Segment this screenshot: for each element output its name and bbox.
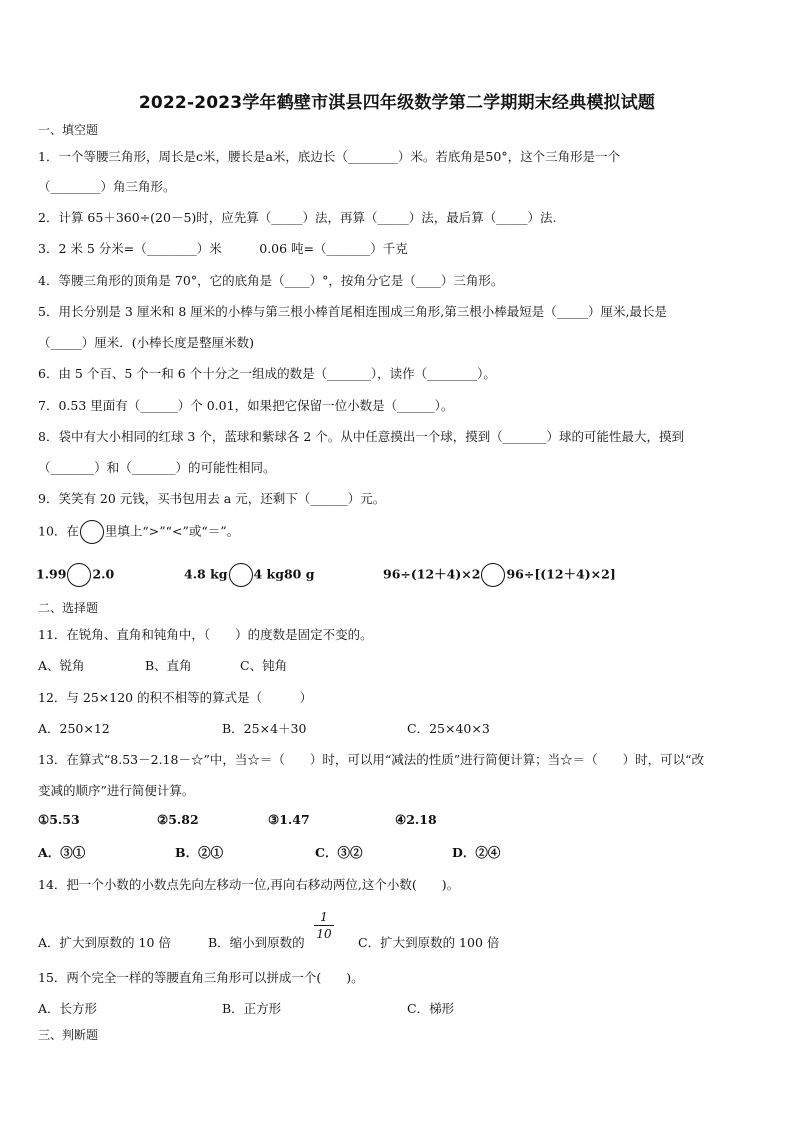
section-heading-judgement: 三、判断题 [38, 1028, 99, 1042]
question-13-number-3: ③1.47 [268, 812, 310, 827]
compare-right-3: 96÷[(12＋4)×2] [506, 566, 616, 582]
question-13-number-2: ②5.82 [157, 812, 199, 827]
question-12-option-b[interactable]: B．25×4＋30 [222, 721, 307, 736]
answer-circle-icon[interactable] [481, 563, 505, 587]
question-13-number-4: ④2.18 [395, 812, 437, 827]
answer-circle-icon[interactable] [229, 563, 253, 587]
question-5-line-2: （_____）厘米．(小棒长度是整厘米数) [38, 335, 255, 350]
question-10-suffix: 里填上“>”“<”或“＝”。 [104, 523, 240, 539]
question-10-comparison-3 [383, 563, 616, 587]
question-13-option-a[interactable]: A．③① [38, 845, 86, 860]
question-6: 6．由 5 个百、5 个一和 6 个十分之一组成的数是（_______），读作（________）。 [38, 366, 496, 381]
compare-right-1: 2.0 [92, 566, 115, 582]
question-12-option-a[interactable]: A．250×12 [38, 721, 110, 736]
question-10-comparison-2 [184, 563, 314, 587]
question-9: 9．笑笑有 20 元钱，买书包用去 a 元，还剩下（______）元。 [38, 491, 386, 506]
question-8-line-2: （_______）和（_______）的可能性相同。 [38, 460, 276, 475]
question-14-option-b[interactable]: B．缩小到原数的 [208, 935, 305, 950]
question-4: 4．等腰三角形的顶角是 70°，它的底角是（____）°，按角分它是（____）三角形。 [38, 273, 504, 288]
answer-circle-icon [80, 520, 104, 544]
question-15-stem: 15．两个完全一样的等腰直角三角形可以拼成一个( )。 [38, 970, 364, 985]
question-10-stem [38, 520, 239, 544]
question-2: 2．计算 65＋360÷(20－5)时，应先算（_____）法，再算（_____）法，最后算（_____）法. [38, 210, 557, 225]
question-13-option-d[interactable]: D．②④ [452, 845, 501, 860]
answer-circle-icon[interactable] [67, 563, 91, 587]
question-14-option-a[interactable]: A．扩大到原数的 10 倍 [38, 935, 171, 950]
question-13-number-1: ①5.53 [38, 812, 80, 827]
question-15-option-a[interactable]: A．长方形 [38, 1001, 98, 1016]
question-7: 7．0.53 里面有（______）个 0.01，如果把它保留一位小数是（______）。 [38, 398, 454, 413]
question-13-option-b[interactable]: B．②① [175, 845, 224, 860]
question-14-option-c[interactable]: C．扩大到原数的 100 倍 [358, 935, 500, 950]
question-13-line-1: 13．在算式“8.53－2.18－☆”中，当☆＝（ ）时，可以用“减法的性质”进行简便计算；当☆＝（ ）时，可以“改 [38, 752, 705, 767]
question-1-line-2: （________）角三角形。 [38, 179, 176, 194]
fraction-one-tenth [314, 910, 334, 941]
compare-left-1: 1.99 [36, 566, 67, 582]
section-heading-fill-blank: 一、填空题 [38, 123, 99, 137]
compare-right-2: 4 kg80 g [253, 566, 315, 582]
question-15-option-b[interactable]: B．正方形 [222, 1001, 282, 1016]
question-10-prefix: 10．在 [38, 523, 79, 539]
fraction-bar [314, 925, 334, 926]
question-15-option-c[interactable]: C．梯形 [407, 1001, 455, 1016]
question-1-line-1: 1．一个等腰三角形，周长是c米，腰长是a米，底边长（________）米。若底角是50°，这个三角形是一个 [38, 149, 621, 164]
question-10-comparison-1 [36, 563, 114, 587]
question-3: 3．2 米 5 分米=（________）米 0.06 吨=（_______）千克 [38, 241, 408, 256]
compare-left-2: 4.8 kg [184, 566, 228, 582]
question-5-line-1: 5．用长分别是 3 厘米和 8 厘米的小棒与第三根小棒首尾相连围成三角形,第三根小棒最短是（_____）厘米,最长是 [38, 304, 667, 319]
question-12-option-c[interactable]: C．25×40×3 [407, 721, 490, 736]
fraction-denominator: 10 [316, 927, 332, 941]
question-12-stem: 12．与 25×120 的积不相等的算式是（ ） [38, 690, 313, 705]
section-heading-choice: 二、选择题 [38, 601, 99, 615]
question-11-option-a[interactable]: A、锐角 [38, 658, 85, 673]
question-11-option-b[interactable]: B、直角 [145, 658, 192, 673]
question-11-stem: 11．在锐角、直角和钝角中，（ ）的度数是固定不变的。 [38, 627, 373, 642]
question-8-line-1: 8．袋中有大小相同的红球 3 个，蓝球和紫球各 2 个。从中任意摸出一个球，摸到（_______）球的可能性最大，摸到 [38, 429, 685, 444]
question-14-stem: 14．把一个小数的小数点先向左移动一位,再向右移动两位,这个小数( )。 [38, 877, 460, 892]
page-title: 2022-2023学年鹤壁市淇县四年级数学第二学期期末经典模拟试题 [138, 93, 656, 113]
compare-left-3: 96÷(12＋4)×2 [383, 566, 481, 582]
fraction-numerator: 1 [320, 910, 328, 924]
question-13-option-c[interactable]: C．③② [315, 845, 363, 860]
question-13-line-2: 变减的顺序”进行简便计算。 [38, 783, 195, 798]
question-11-option-c[interactable]: C、钝角 [240, 658, 288, 673]
